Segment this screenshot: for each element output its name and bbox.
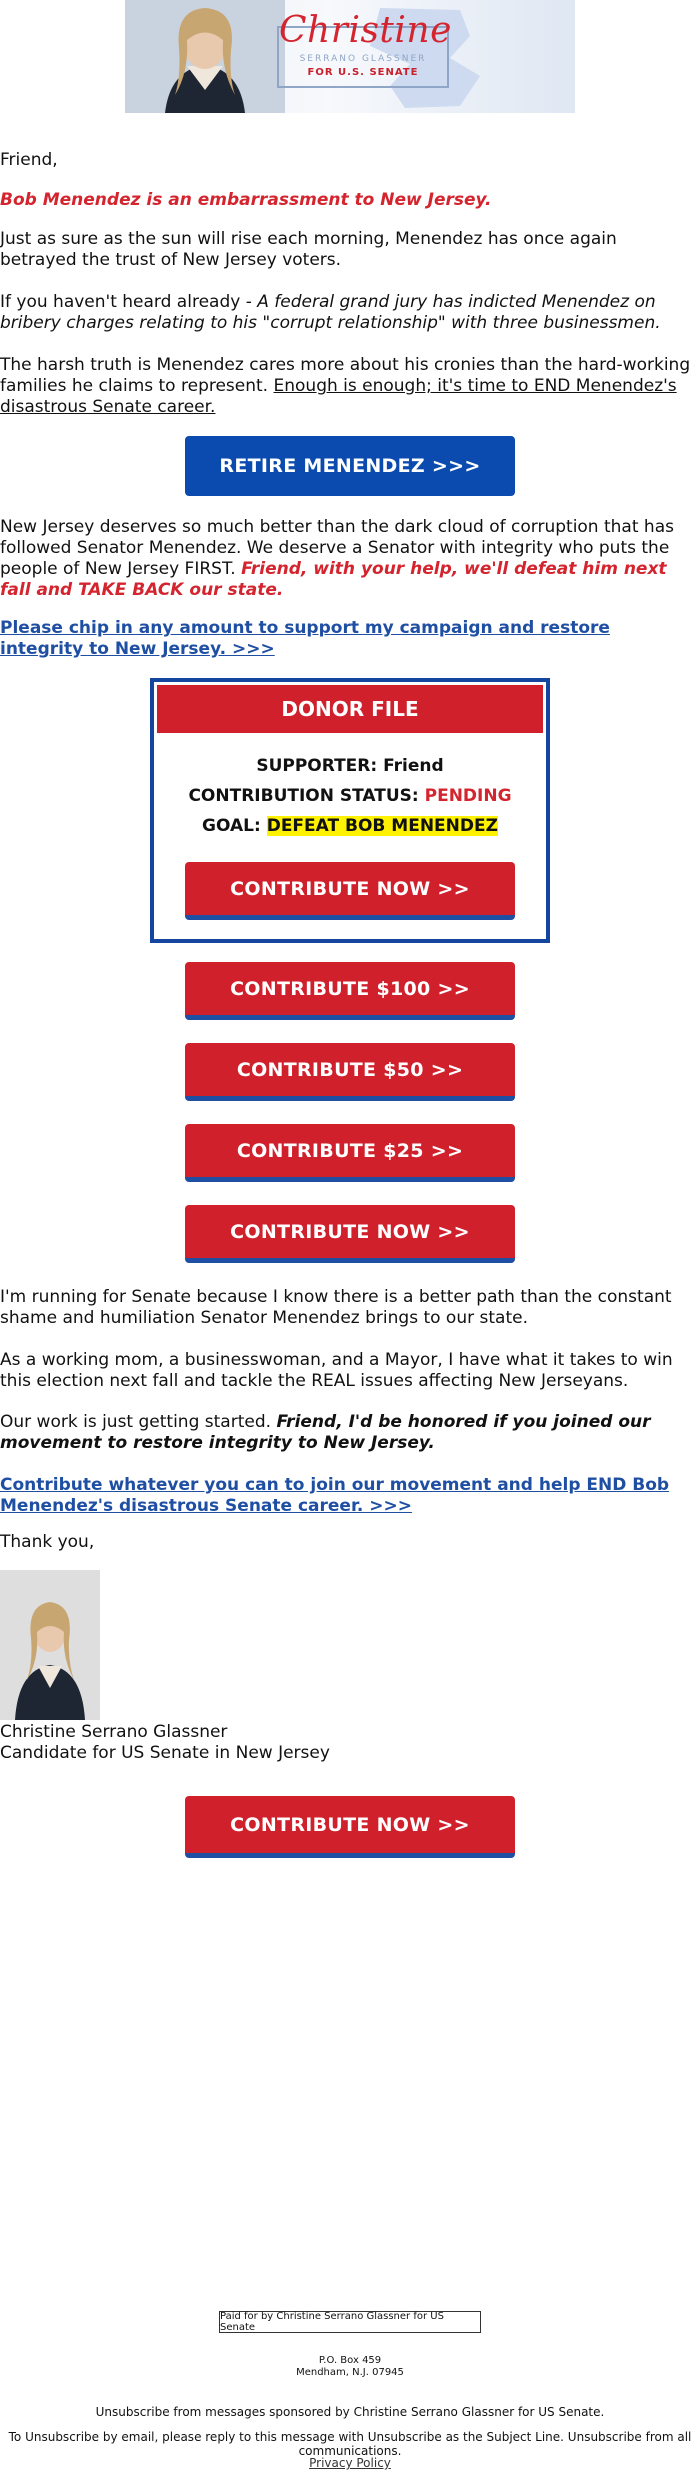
donor-file-box <box>150 678 550 943</box>
contribute-50-button[interactable]: CONTRIBUTE $50 >> <box>185 1043 515 1101</box>
campaign-logo <box>277 10 452 88</box>
contribute-link-wrap <box>0 1475 695 1517</box>
unsubscribe-text[interactable]: Unsubscribe from messages sponsored by Christine Serrano Glassner for US Senate. <box>95 2405 605 2419</box>
status-label: CONTRIBUTION STATUS: <box>188 786 419 806</box>
paragraph-1: Just as sure as the sun will rise each morning, Menendez has once again betrayed the trust of New Jersey voters. <box>0 229 617 270</box>
logo-subtitle: SERRANO GLASSNER <box>299 54 427 64</box>
headline: Bob Menendez is an embarrassment to New Jersey. <box>0 190 492 210</box>
status-value: PENDING <box>424 786 512 806</box>
thank-you: Thank you, <box>0 1532 95 1552</box>
goal-label: GOAL: <box>202 816 261 836</box>
paragraph-7-bold: Friend, I'd be honored if you joined our movement to restore integrity to New Jersey. <box>0 1412 651 1453</box>
donor-file-title: DONOR FILE <box>157 685 543 733</box>
status-line <box>154 786 546 806</box>
chip-in-link[interactable]: Please chip in any amount to support my campaign and restore integrity to New Jersey. >>> <box>0 618 610 659</box>
final-contribute-now-button[interactable]: CONTRIBUTE NOW >> <box>185 1796 515 1858</box>
donor-contribute-now-button[interactable]: CONTRIBUTE NOW >> <box>185 862 515 920</box>
paragraph-2 <box>0 292 695 334</box>
paragraph-7 <box>0 1412 695 1454</box>
paragraph-4-red: Friend, with your help, we'll defeat him next fall and TAKE BACK our state. <box>0 559 667 600</box>
mailing-city: Mendham, N.J. 07945 <box>296 2367 404 2378</box>
retire-menendez-button[interactable]: RETIRE MENENDEZ >>> <box>185 436 515 496</box>
paragraph-3-lead: The harsh truth is Menendez cares more about his cronies than the hard-working families he claims to represent. <box>0 355 691 396</box>
paragraph-3-underline: Enough is enough; it's time to END Menendez's disastrous Senate career. <box>0 376 677 417</box>
header-banner <box>125 0 575 113</box>
paragraph-3 <box>0 355 695 418</box>
logo-name: Christine <box>279 10 452 51</box>
signature-title: Candidate for US Senate in New Jersey <box>0 1743 330 1763</box>
privacy-policy-anchor[interactable]: Privacy Policy <box>309 2456 391 2470</box>
logo-senate: FOR U.S. SENATE <box>307 67 419 78</box>
paragraph-4-lead: New Jersey deserves so much better than the dark cloud of corruption that has followed Senator Menendez. We deserve a Senator with integrity who puts the people of New Jersey FIRST. <box>0 517 674 579</box>
supporter-line <box>154 756 546 776</box>
signature-name: Christine Serrano Glassner <box>0 1722 228 1742</box>
privacy-policy-link[interactable] <box>0 2456 700 2470</box>
candidate-photo <box>125 0 285 113</box>
contribute-link[interactable]: Contribute whatever you can to join our movement and help END Bob Menendez's disastrous Senate career. >>> <box>0 1475 670 1516</box>
chip-in-link-wrap <box>0 618 695 660</box>
po-box: P.O. Box 459 <box>318 2355 382 2366</box>
contribute-100-button[interactable]: CONTRIBUTE $100 >> <box>185 962 515 1020</box>
contribute-now-button[interactable]: CONTRIBUTE NOW >> <box>185 1205 515 1263</box>
paragraph-6: As a working mom, a businesswoman, and a Mayor, I have what it takes to win this election next fall and tackle the REAL issues affecting New Jerseyans. <box>0 1350 673 1391</box>
paragraph-4 <box>0 517 695 601</box>
supporter-value: Friend <box>383 756 444 776</box>
goal-line <box>154 816 546 836</box>
paid-for-disclaimer: Paid for by Christine Serrano Glassner for US Senate <box>219 2311 481 2333</box>
paragraph-7-lead: Our work is just getting started. <box>0 1412 277 1432</box>
paragraph-2-italic: A federal grand jury has indicted Menendez on bribery charges relating to his "corrupt relationship" with three businessmen. <box>0 292 661 333</box>
greeting: Friend, <box>0 150 58 170</box>
goal-value: DEFEAT BOB MENENDEZ <box>266 816 498 836</box>
contribute-25-button[interactable]: CONTRIBUTE $25 >> <box>185 1124 515 1182</box>
unsubscribe-email-text: To Unsubscribe by email, please reply to this message with Unsubscribe as the Subject Line. Unsubscribe from all communications. <box>8 2430 692 2458</box>
supporter-label: SUPPORTER: <box>256 756 378 776</box>
signature-photo <box>0 1570 100 1720</box>
paragraph-2-lead: If you haven't heard already - <box>0 292 258 312</box>
paragraph-5: I'm running for Senate because I know there is a better path than the constant shame and humiliation Senator Menendez brings to our state. <box>0 1287 672 1328</box>
